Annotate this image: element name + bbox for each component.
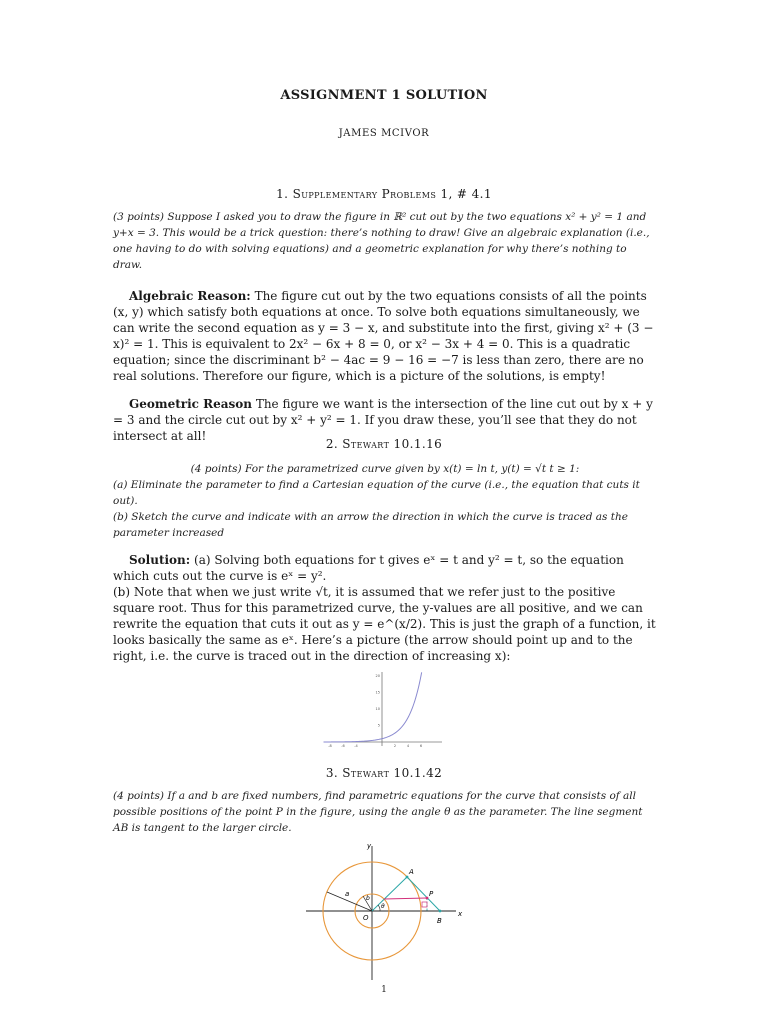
graph-y-tick-label: 5 [377,723,380,728]
exponential-graph [322,668,446,750]
graph-y-ticks [376,674,380,728]
section-1-question: (3 points) Suppose I asked you to draw the figure in ℝ² cut out by the two equations x² + y² = 1 and y+x = 3. This would be a trick question: there’s nothing to draw! Give an algebraic explanation (i.e., one having to do with solving equations) and a geometric explanation for why there’s nothing to draw. [113,211,650,271]
label-a: a [345,890,350,898]
author-name: JAMES MCIVOR [338,128,430,139]
graph-x-ticks [328,744,422,748]
right-angle-mark [422,902,427,907]
graph-x-tick-label: 4 [406,744,410,748]
algebraic-reason-paragraph [113,288,657,384]
page-number: 1 [381,985,387,995]
circles-figure [300,840,470,982]
section-3-question: (4 points) If a and b are fixed numbers, find parametric equations for the curve that consists of all possible positions of the point P in the figure, using the angle θ as the parameter. The line segment AB is tangent to the larger circle. [113,790,643,834]
label-B: B [437,917,442,925]
solution-part-b: (b) Note that when we just write √t, it is assumed that we refer just to the positive square root. Thus for this parametrized curve, the y-values are all positive, and we can rewrite the equation that cuts it out as y = e^(x/2). This is just the graph of a function, it looks basically the same as eˣ. Here’s a picture (the arrow should point up and to the right, i.e. the curve is traced out in the direction of increasing x): [113,585,656,663]
section-2-question-b: (b) Sketch the curve and indicate with an arrow the direction in which the curve is traced as the parameter increased [113,511,628,539]
page-title: ASSIGNMENT 1 SOLUTION [280,88,488,103]
label-x: x [458,910,463,918]
solution-label: Solution: [129,553,191,567]
exponential-curve [324,672,422,742]
graph-x-tick-label: 6 [419,744,423,748]
label-b: b [366,895,370,902]
label-theta: θ [381,903,385,910]
graph-x-tick-label: -4 [354,744,358,748]
algebraic-reason-label: Algebraic Reason: [129,289,251,303]
algebraic-reason-text: The figure cut out by the two equations consists of all the points (x, y) which satisfy both equations at once. To solve both equations simultaneously, we can write the second equation as y = 3 − x, and substitute into the first, giving x² + (3 − x)² = 1. This is equivalent to 2x² − 6x + 8 = 0, or x² − 3x + 4 = 0. This is a quadratic equation; since the discriminant b² − 4ac = 9 − 16 = −7 is less than zero, there are no real solutions. Therefore our figure, which is a picture of the solutions, is empty! [113,289,654,383]
label-y: y [367,842,372,850]
graph-y-tick-label: 10 [375,707,380,711]
graph-y-tick-label: 15 [375,690,380,695]
graph-x-tick-label: 2 [393,744,397,748]
segment-OA [372,877,407,911]
point-A [406,876,409,879]
graph-y-tick-label: 20 [375,674,380,678]
theta-arc [378,905,380,911]
section-1-heading: 1. Supplementary Problems 1, # 4.1 [276,187,492,201]
geometric-reason-text: The figure we want is the intersection of the line cut out by x + y = 3 and the circle cut out by x² + y² = 1. If you draw these, you’ll see that they do not intersect at all! [113,397,653,443]
label-A: A [409,868,414,876]
graph-x-tick-label: -6 [341,744,345,748]
label-O: O [363,914,369,922]
point-P [426,897,429,900]
segment-AB [407,877,440,911]
section-2-question [113,461,657,541]
graph-x-tick-label: -8 [328,744,332,748]
geometric-reason-label: Geometric Reason [129,397,252,411]
point-B [439,910,442,913]
solution-part-a: (a) Solving both equations for t gives eˣ = t and y² = t, so the equation which cuts out the curve is eˣ = y². [113,553,624,583]
section-2-question-intro: (4 points) For the parametrized curve given by x(t) = ln t, y(t) = √t t ≥ 1: [190,463,580,475]
label-P: P [429,890,434,898]
segment-to-P [384,898,427,899]
section-3-heading: 3. Stewart 10.1.42 [325,766,443,780]
section-2-heading: 2. Stewart 10.1.16 [325,437,443,451]
section-2-solution [113,552,657,664]
section-2-question-a: (a) Eliminate the parameter to find a Cartesian equation of the curve (i.e., the equation that cuts it out). [113,479,640,507]
